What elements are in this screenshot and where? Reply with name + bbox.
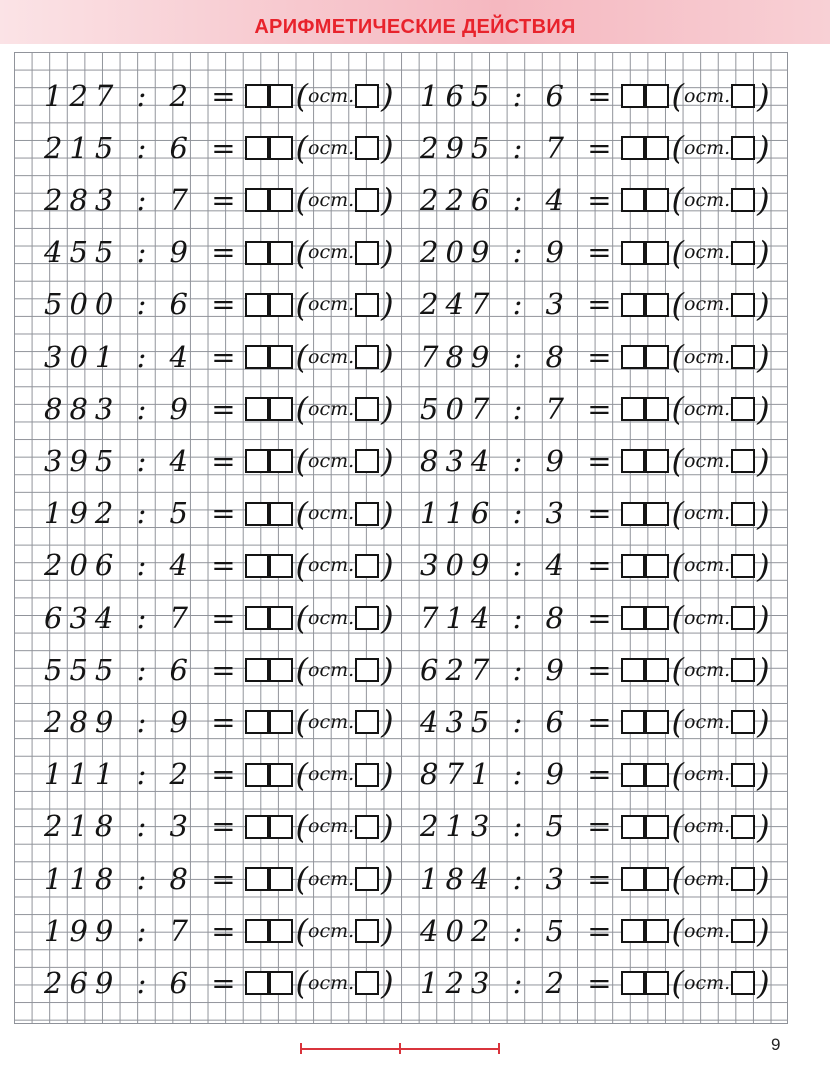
quotient-answer-box[interactable] bbox=[269, 815, 293, 839]
quotient-answer-box[interactable] bbox=[645, 971, 669, 995]
close-parenthesis: ) bbox=[381, 390, 394, 429]
quotient-answer-box[interactable] bbox=[621, 971, 645, 995]
close-parenthesis: ) bbox=[757, 599, 770, 637]
quotient-answer-box[interactable] bbox=[645, 241, 669, 265]
quotient-answer-box[interactable] bbox=[621, 710, 645, 734]
open-parenthesis: ( bbox=[295, 912, 309, 951]
close-parenthesis: ) bbox=[757, 285, 770, 324]
quotient-answer-box[interactable] bbox=[245, 502, 269, 526]
quotient-answer-box[interactable] bbox=[269, 84, 293, 108]
remainder-answer-box[interactable] bbox=[355, 188, 379, 212]
footer-tick-right bbox=[498, 1043, 500, 1054]
open-parenthesis: ( bbox=[671, 129, 685, 168]
open-parenthesis: ( bbox=[295, 860, 309, 898]
division-expression: 199 : 7 = bbox=[44, 913, 243, 948]
close-parenthesis: ) bbox=[381, 233, 394, 272]
quotient-answer-box[interactable] bbox=[245, 606, 269, 630]
remainder-answer-box[interactable] bbox=[355, 815, 379, 839]
remainder-answer-box[interactable] bbox=[355, 293, 379, 317]
open-parenthesis: ( bbox=[295, 442, 309, 481]
exercise-row bbox=[44, 438, 394, 484]
quotient-answer-box[interactable] bbox=[269, 449, 293, 473]
footer-tick-left bbox=[300, 1043, 302, 1054]
division-expression: 283 : 7 = bbox=[44, 182, 243, 217]
open-parenthesis: ( bbox=[295, 651, 309, 690]
open-parenthesis: ( bbox=[671, 546, 685, 585]
open-parenthesis: ( bbox=[671, 494, 685, 533]
remainder-label: ост. bbox=[684, 241, 731, 264]
open-parenthesis: ( bbox=[295, 755, 309, 794]
quotient-answer-box[interactable] bbox=[269, 606, 293, 630]
remainder-label: ост. bbox=[684, 136, 731, 159]
division-expression: 226 : 4 = bbox=[420, 182, 619, 217]
division-expression: 789 : 8 = bbox=[420, 339, 619, 374]
division-expression: 309 : 4 = bbox=[420, 548, 619, 583]
division-expression: 435 : 6 = bbox=[420, 704, 619, 739]
remainder-label: ост. bbox=[308, 397, 355, 420]
exercise-row bbox=[420, 230, 770, 276]
exercise-row bbox=[420, 491, 770, 537]
division-expression: 269 : 6 = bbox=[44, 965, 243, 1000]
remainder-label: ост. bbox=[684, 188, 731, 211]
division-expression: 165 : 6 = bbox=[420, 78, 619, 113]
remainder-label: ост. bbox=[308, 84, 355, 107]
quotient-answer-box[interactable] bbox=[269, 502, 293, 526]
quotient-answer-box[interactable] bbox=[269, 241, 293, 265]
remainder-label: ост. bbox=[684, 919, 731, 942]
open-parenthesis: ( bbox=[295, 77, 309, 115]
exercise-row bbox=[420, 856, 770, 902]
remainder-label: ост. bbox=[308, 763, 355, 786]
close-parenthesis: ) bbox=[757, 703, 770, 742]
quotient-answer-box[interactable] bbox=[621, 867, 645, 891]
division-expression: 192 : 5 = bbox=[44, 496, 243, 531]
remainder-answer-box[interactable] bbox=[731, 84, 755, 108]
quotient-answer-box[interactable] bbox=[621, 606, 645, 630]
quotient-answer-box[interactable] bbox=[245, 971, 269, 995]
exercise-row bbox=[44, 960, 394, 1006]
division-expression: 184 : 3 = bbox=[420, 861, 619, 896]
quotient-answer-box[interactable] bbox=[645, 710, 669, 734]
exercise-row bbox=[44, 73, 394, 119]
close-parenthesis: ) bbox=[757, 129, 770, 168]
remainder-answer-box[interactable] bbox=[355, 241, 379, 265]
remainder-label: ост. bbox=[684, 815, 731, 838]
exercise-row bbox=[420, 334, 770, 380]
remainder-answer-box[interactable] bbox=[355, 867, 379, 891]
open-parenthesis: ( bbox=[295, 129, 309, 168]
remainder-answer-box[interactable] bbox=[731, 867, 755, 891]
quotient-answer-box[interactable] bbox=[245, 136, 269, 160]
quotient-answer-box[interactable] bbox=[245, 919, 269, 943]
quotient-answer-box[interactable] bbox=[245, 554, 269, 578]
remainder-label: ост. bbox=[308, 710, 355, 733]
quotient-answer-box[interactable] bbox=[245, 658, 269, 682]
remainder-answer-box[interactable] bbox=[731, 710, 755, 734]
exercise-row bbox=[420, 386, 770, 432]
close-parenthesis: ) bbox=[381, 912, 394, 951]
remainder-answer-box[interactable] bbox=[355, 554, 379, 578]
quotient-answer-box[interactable] bbox=[245, 241, 269, 265]
remainder-answer-box[interactable] bbox=[731, 188, 755, 212]
quotient-answer-box[interactable] bbox=[269, 136, 293, 160]
close-parenthesis: ) bbox=[757, 494, 770, 533]
open-parenthesis: ( bbox=[671, 442, 685, 481]
exercise-row bbox=[44, 125, 394, 171]
quotient-answer-box[interactable] bbox=[621, 919, 645, 943]
exercise-row bbox=[420, 908, 770, 954]
quotient-answer-box[interactable] bbox=[621, 554, 645, 578]
close-parenthesis: ) bbox=[757, 77, 770, 115]
exercise-row bbox=[44, 282, 394, 328]
exercise-row bbox=[420, 804, 770, 850]
division-expression: 834 : 9 = bbox=[420, 443, 619, 478]
close-parenthesis: ) bbox=[757, 755, 770, 794]
remainder-answer-box[interactable] bbox=[731, 136, 755, 160]
exercise-row bbox=[420, 177, 770, 223]
remainder-answer-box[interactable] bbox=[731, 606, 755, 630]
close-parenthesis: ) bbox=[757, 964, 770, 1003]
division-expression: 111 : 2 = bbox=[44, 757, 243, 792]
remainder-label: ост. bbox=[684, 449, 731, 472]
close-parenthesis: ) bbox=[381, 181, 394, 220]
quotient-answer-box[interactable] bbox=[645, 293, 669, 317]
quotient-answer-box[interactable] bbox=[245, 84, 269, 108]
division-expression: 215 : 6 = bbox=[44, 130, 243, 165]
remainder-label: ост. bbox=[308, 293, 355, 316]
close-parenthesis: ) bbox=[757, 442, 770, 481]
division-expression: 213 : 5 = bbox=[420, 809, 619, 844]
quotient-answer-box[interactable] bbox=[621, 815, 645, 839]
quotient-answer-box[interactable] bbox=[621, 84, 645, 108]
close-parenthesis: ) bbox=[381, 599, 394, 637]
remainder-label: ост. bbox=[684, 763, 731, 786]
division-expression: 634 : 7 = bbox=[44, 600, 243, 635]
close-parenthesis: ) bbox=[757, 390, 770, 429]
open-parenthesis: ( bbox=[295, 964, 309, 1003]
remainder-answer-box[interactable] bbox=[731, 449, 755, 473]
quotient-answer-box[interactable] bbox=[645, 919, 669, 943]
remainder-label: ост. bbox=[684, 658, 731, 681]
division-expression: 395 : 4 = bbox=[44, 443, 243, 478]
remainder-label: ост. bbox=[308, 554, 355, 577]
quotient-answer-box[interactable] bbox=[645, 658, 669, 682]
quotient-answer-box[interactable] bbox=[621, 241, 645, 265]
remainder-answer-box[interactable] bbox=[355, 658, 379, 682]
close-parenthesis: ) bbox=[381, 755, 394, 794]
open-parenthesis: ( bbox=[295, 599, 309, 637]
close-parenthesis: ) bbox=[381, 442, 394, 481]
quotient-answer-box[interactable] bbox=[245, 293, 269, 317]
division-expression: 218 : 3 = bbox=[44, 809, 243, 844]
page-number: 9 bbox=[771, 1035, 781, 1054]
division-expression: 295 : 7 = bbox=[420, 130, 619, 165]
remainder-label: ост. bbox=[308, 136, 355, 159]
division-expression: 247 : 3 = bbox=[420, 287, 619, 322]
open-parenthesis: ( bbox=[671, 338, 685, 376]
exercise-row bbox=[420, 752, 770, 798]
quotient-answer-box[interactable] bbox=[245, 449, 269, 473]
quotient-answer-box[interactable] bbox=[269, 345, 293, 369]
quotient-answer-box[interactable] bbox=[245, 867, 269, 891]
close-parenthesis: ) bbox=[381, 651, 394, 690]
open-parenthesis: ( bbox=[671, 651, 685, 690]
remainder-label: ост. bbox=[308, 241, 355, 264]
remainder-answer-box[interactable] bbox=[731, 554, 755, 578]
remainder-label: ост. bbox=[684, 502, 731, 525]
quotient-answer-box[interactable] bbox=[245, 188, 269, 212]
remainder-label: ост. bbox=[308, 919, 355, 942]
open-parenthesis: ( bbox=[295, 233, 309, 272]
remainder-label: ост. bbox=[308, 606, 355, 629]
close-parenthesis: ) bbox=[757, 807, 770, 846]
quotient-answer-box[interactable] bbox=[269, 867, 293, 891]
close-parenthesis: ) bbox=[757, 233, 770, 272]
quotient-answer-box[interactable] bbox=[269, 763, 293, 787]
remainder-answer-box[interactable] bbox=[731, 502, 755, 526]
open-parenthesis: ( bbox=[295, 181, 309, 220]
remainder-answer-box[interactable] bbox=[731, 241, 755, 265]
page-title: АРИФМЕТИЧЕСКИЕ ДЕЙСТВИЯ bbox=[254, 16, 576, 38]
remainder-answer-box[interactable] bbox=[731, 293, 755, 317]
close-parenthesis: ) bbox=[381, 494, 394, 533]
remainder-label: ост. bbox=[308, 815, 355, 838]
open-parenthesis: ( bbox=[671, 964, 685, 1003]
remainder-label: ост. bbox=[308, 658, 355, 681]
quotient-answer-box[interactable] bbox=[645, 397, 669, 421]
close-parenthesis: ) bbox=[381, 338, 394, 376]
open-parenthesis: ( bbox=[671, 181, 685, 220]
remainder-answer-box[interactable] bbox=[731, 658, 755, 682]
open-parenthesis: ( bbox=[671, 807, 685, 846]
remainder-label: ост. bbox=[308, 971, 355, 994]
open-parenthesis: ( bbox=[295, 338, 309, 376]
remainder-label: ост. bbox=[684, 971, 731, 994]
close-parenthesis: ) bbox=[381, 129, 394, 168]
division-expression: 555 : 6 = bbox=[44, 652, 243, 687]
remainder-label: ост. bbox=[684, 867, 731, 890]
remainder-answer-box[interactable] bbox=[731, 971, 755, 995]
open-parenthesis: ( bbox=[671, 285, 685, 324]
remainder-answer-box[interactable] bbox=[731, 397, 755, 421]
remainder-answer-box[interactable] bbox=[731, 763, 755, 787]
exercise-row bbox=[420, 699, 770, 745]
close-parenthesis: ) bbox=[381, 860, 394, 898]
remainder-answer-box[interactable] bbox=[355, 502, 379, 526]
remainder-label: ост. bbox=[684, 710, 731, 733]
division-expression: 301 : 4 = bbox=[44, 339, 243, 374]
close-parenthesis: ) bbox=[757, 181, 770, 220]
exercise-row bbox=[44, 230, 394, 276]
exercise-row bbox=[44, 699, 394, 745]
quotient-answer-box[interactable] bbox=[645, 84, 669, 108]
exercise-row bbox=[44, 491, 394, 537]
division-expression: 206 : 4 = bbox=[44, 548, 243, 583]
exercise-row bbox=[44, 908, 394, 954]
quotient-answer-box[interactable] bbox=[245, 710, 269, 734]
remainder-answer-box[interactable] bbox=[355, 763, 379, 787]
remainder-answer-box[interactable] bbox=[355, 397, 379, 421]
close-parenthesis: ) bbox=[757, 912, 770, 951]
exercise-row bbox=[420, 73, 770, 119]
quotient-answer-box[interactable] bbox=[269, 293, 293, 317]
quotient-answer-box[interactable] bbox=[621, 763, 645, 787]
remainder-answer-box[interactable] bbox=[731, 345, 755, 369]
division-expression: 118 : 8 = bbox=[44, 861, 243, 896]
quotient-answer-box[interactable] bbox=[621, 188, 645, 212]
remainder-label: ост. bbox=[684, 606, 731, 629]
remainder-answer-box[interactable] bbox=[355, 710, 379, 734]
open-parenthesis: ( bbox=[671, 233, 685, 272]
remainder-answer-box[interactable] bbox=[355, 449, 379, 473]
exercise-row bbox=[44, 647, 394, 693]
remainder-answer-box[interactable] bbox=[355, 136, 379, 160]
quotient-answer-box[interactable] bbox=[269, 397, 293, 421]
close-parenthesis: ) bbox=[381, 703, 394, 742]
exercise-row bbox=[420, 282, 770, 328]
close-parenthesis: ) bbox=[757, 338, 770, 376]
division-expression: 871 : 9 = bbox=[420, 757, 619, 792]
close-parenthesis: ) bbox=[757, 651, 770, 690]
close-parenthesis: ) bbox=[381, 285, 394, 324]
remainder-answer-box[interactable] bbox=[355, 345, 379, 369]
remainder-label: ост. bbox=[308, 502, 355, 525]
close-parenthesis: ) bbox=[757, 860, 770, 898]
exercise-row bbox=[420, 125, 770, 171]
open-parenthesis: ( bbox=[295, 285, 309, 324]
exercise-row bbox=[420, 960, 770, 1006]
division-expression: 507 : 7 = bbox=[420, 391, 619, 426]
quotient-answer-box[interactable] bbox=[621, 345, 645, 369]
quotient-answer-box[interactable] bbox=[645, 763, 669, 787]
close-parenthesis: ) bbox=[381, 77, 394, 115]
exercise-row bbox=[420, 647, 770, 693]
exercise-row bbox=[44, 177, 394, 223]
division-expression: 127 : 2 = bbox=[44, 78, 243, 113]
quotient-answer-box[interactable] bbox=[645, 345, 669, 369]
quotient-answer-box[interactable] bbox=[245, 397, 269, 421]
division-expression: 123 : 2 = bbox=[420, 965, 619, 1000]
quotient-answer-box[interactable] bbox=[645, 502, 669, 526]
remainder-answer-box[interactable] bbox=[731, 919, 755, 943]
exercise-row bbox=[44, 386, 394, 432]
remainder-label: ост. bbox=[308, 449, 355, 472]
quotient-answer-box[interactable] bbox=[621, 449, 645, 473]
quotient-answer-box[interactable] bbox=[621, 136, 645, 160]
quotient-answer-box[interactable] bbox=[269, 919, 293, 943]
quotient-answer-box[interactable] bbox=[269, 971, 293, 995]
exercise-row bbox=[44, 856, 394, 902]
division-expression: 289 : 9 = bbox=[44, 704, 243, 739]
quotient-answer-box[interactable] bbox=[621, 502, 645, 526]
remainder-label: ост. bbox=[684, 84, 731, 107]
division-expression: 883 : 9 = bbox=[44, 391, 243, 426]
open-parenthesis: ( bbox=[671, 599, 685, 637]
exercise-row bbox=[420, 438, 770, 484]
quotient-answer-box[interactable] bbox=[269, 658, 293, 682]
remainder-label: ост. bbox=[308, 345, 355, 368]
remainder-answer-box[interactable] bbox=[731, 815, 755, 839]
close-parenthesis: ) bbox=[381, 807, 394, 846]
close-parenthesis: ) bbox=[757, 546, 770, 585]
division-expression: 209 : 9 = bbox=[420, 235, 619, 270]
division-expression: 714 : 8 = bbox=[420, 600, 619, 635]
quotient-answer-box[interactable] bbox=[645, 606, 669, 630]
open-parenthesis: ( bbox=[671, 912, 685, 951]
footer-tick-middle bbox=[399, 1043, 401, 1054]
quotient-answer-box[interactable] bbox=[645, 188, 669, 212]
remainder-label: ост. bbox=[684, 293, 731, 316]
division-expression: 500 : 6 = bbox=[44, 287, 243, 322]
division-expression: 455 : 9 = bbox=[44, 235, 243, 270]
remainder-answer-box[interactable] bbox=[355, 971, 379, 995]
remainder-label: ост. bbox=[308, 867, 355, 890]
remainder-label: ост. bbox=[308, 188, 355, 211]
open-parenthesis: ( bbox=[295, 494, 309, 533]
exercise-row bbox=[44, 752, 394, 798]
quotient-answer-box[interactable] bbox=[645, 136, 669, 160]
open-parenthesis: ( bbox=[295, 807, 309, 846]
close-parenthesis: ) bbox=[381, 964, 394, 1003]
exercise-row bbox=[420, 595, 770, 641]
remainder-label: ост. bbox=[684, 397, 731, 420]
exercise-row bbox=[44, 543, 394, 589]
close-parenthesis: ) bbox=[381, 546, 394, 585]
exercise-row bbox=[44, 595, 394, 641]
quotient-answer-box[interactable] bbox=[269, 188, 293, 212]
quotient-answer-box[interactable] bbox=[645, 815, 669, 839]
quotient-answer-box[interactable] bbox=[245, 763, 269, 787]
open-parenthesis: ( bbox=[295, 390, 309, 429]
quotient-answer-box[interactable] bbox=[621, 658, 645, 682]
remainder-answer-box[interactable] bbox=[355, 84, 379, 108]
remainder-label: ост. bbox=[684, 345, 731, 368]
open-parenthesis: ( bbox=[671, 77, 685, 115]
quotient-answer-box[interactable] bbox=[645, 554, 669, 578]
quotient-answer-box[interactable] bbox=[269, 554, 293, 578]
division-expression: 627 : 9 = bbox=[420, 652, 619, 687]
open-parenthesis: ( bbox=[295, 703, 309, 742]
division-expression: 402 : 5 = bbox=[420, 913, 619, 948]
quotient-answer-box[interactable] bbox=[621, 293, 645, 317]
exercise-row bbox=[44, 334, 394, 380]
remainder-answer-box[interactable] bbox=[355, 919, 379, 943]
open-parenthesis: ( bbox=[671, 860, 685, 898]
exercise-row bbox=[420, 543, 770, 589]
quotient-answer-box[interactable] bbox=[645, 449, 669, 473]
open-parenthesis: ( bbox=[671, 703, 685, 742]
quotient-answer-box[interactable] bbox=[245, 815, 269, 839]
quotient-answer-box[interactable] bbox=[621, 397, 645, 421]
open-parenthesis: ( bbox=[671, 390, 685, 429]
division-expression: 116 : 3 = bbox=[420, 496, 619, 531]
quotient-answer-box[interactable] bbox=[269, 710, 293, 734]
quotient-answer-box[interactable] bbox=[245, 345, 269, 369]
quotient-answer-box[interactable] bbox=[645, 867, 669, 891]
open-parenthesis: ( bbox=[671, 755, 685, 794]
remainder-answer-box[interactable] bbox=[355, 606, 379, 630]
remainder-label: ост. bbox=[684, 554, 731, 577]
exercise-row bbox=[44, 804, 394, 850]
open-parenthesis: ( bbox=[295, 546, 309, 585]
